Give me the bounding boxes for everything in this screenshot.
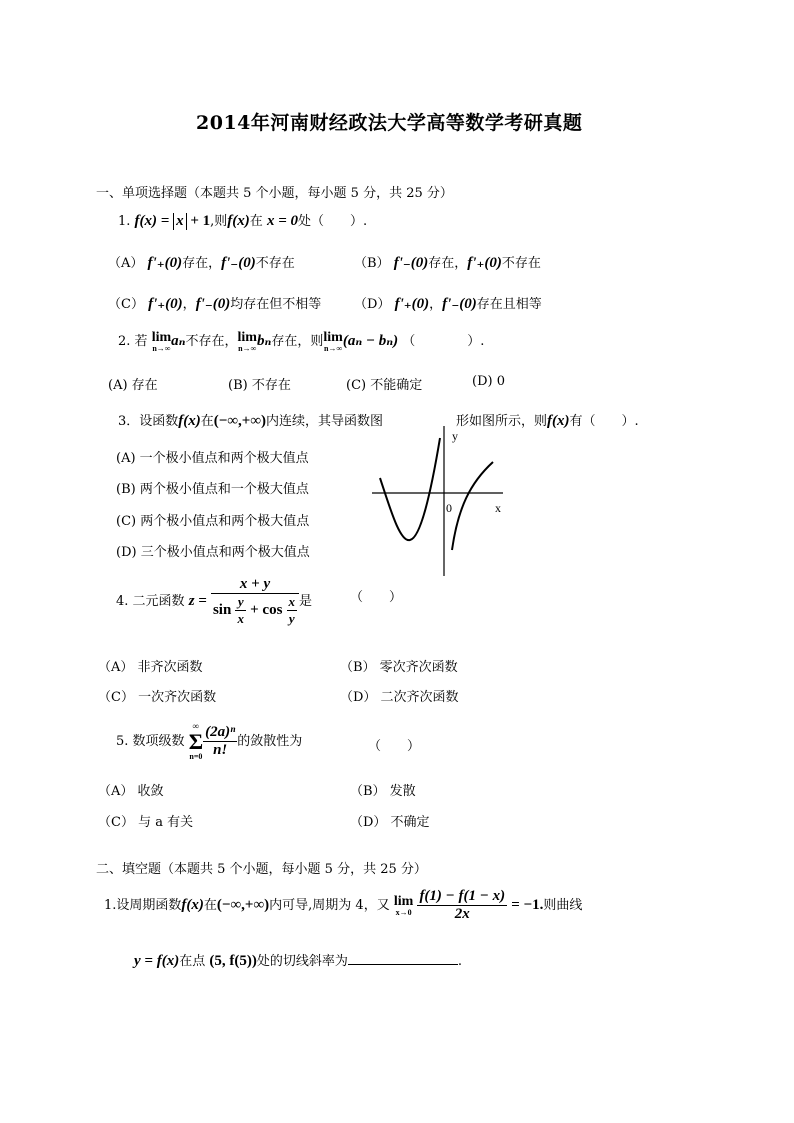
q2-end: （ ）. [402,334,485,349]
q4-sin: sin [212,602,232,618]
q1-d-expr1: f'₊(0) [394,296,430,312]
q3-t3: 有（ ）. [569,414,639,429]
q2-lim-word-3: lim [323,329,343,345]
q2-bn: bₙ [256,333,272,349]
q4-y-over-x [235,594,246,627]
q2-lim-2 [238,331,257,353]
q3-option-a: (A) 一个极小值点和两个极大值点 [116,451,309,466]
q2-option-d: (D) 0 [472,374,505,389]
q3-interval: (−∞,+∞) [213,413,267,429]
s2-q1-lim [394,895,413,917]
q1-c-t1: ， [182,297,196,312]
s2-q1-point: (5, f(5)) [209,953,257,969]
q1-x0: x = 0 [266,213,299,229]
q1-c-expr1: f'₊(0) [148,296,183,312]
s2-q1-t3: 处的切线斜率为 [256,954,348,969]
q1-option-b [354,252,541,272]
s2-q1-t2: 则曲线 [543,898,583,913]
q1-plus-one: + 1 [186,213,211,229]
q1-d-t1: ， [429,297,443,312]
s2-q1-line2 [134,950,462,970]
q2-option-a: (A) 存在 [108,378,158,393]
q2-an: aₙ [171,333,186,349]
q4-z: z = [188,593,207,609]
q4-option-b: （B） 零次齐次函数 [340,660,458,675]
q1-then: ,则 [210,214,228,229]
q5-number: 5. 数项级数 [116,734,185,749]
q1-stem [118,210,367,230]
q4-paren: （ ） [350,590,403,605]
q3-derivative-graph [360,418,520,580]
s2-q1-interval: (−∞,+∞) [216,897,270,913]
s2-q1-t1: 内可导,周期为 4，又 [269,898,390,913]
q2-option-c: (C) 不能确定 [346,378,423,393]
q3-option-c: (C) 两个极小值点和两个极大值点 [116,514,310,529]
q4-x1: x [237,611,244,626]
graph-curve-right [452,462,493,550]
q5-fraction [203,724,237,759]
q5-sum [189,722,203,761]
s2-q1-end: . [457,954,462,969]
s2-q1-denominator: 2x [454,906,470,922]
q1-c-expr2: f'₋(0) [195,296,231,312]
q4-option-d: （D） 二次齐次函数 [340,690,459,705]
q3-in: 在 [200,414,214,429]
q3-t2: 形如图所示，则 [456,414,548,429]
q4-x2: x [288,594,296,609]
q1-fx: f(x) [227,213,250,229]
q4-x-over-y [287,594,298,627]
q1-b-t1: 存在， [428,256,468,271]
q1-d-t2: 存在且相等 [476,297,542,312]
q5-paren: （ ） [368,739,421,754]
s2-q1-in: 在 [203,898,217,913]
q1-at: 在 [249,214,263,229]
q4-end: 是 [299,594,313,609]
s2-q1-line1 [104,888,582,923]
q2-lim-sub-3: n→∞ [324,343,343,353]
q5-option-d: （D） 不确定 [350,815,430,830]
q1-fx-lhs: f(x) = [134,213,174,229]
s2-q1-eq: = −1. [511,897,544,913]
q5-sum-top: ∞ [192,721,200,731]
s2-q1-lim-word: lim [393,893,414,909]
s2-q1-fx: f(x) [181,897,204,913]
q1-c-t2: 均存在但不相等 [230,297,322,312]
q3-fx: f(x) [178,413,201,429]
answer-blank[interactable] [348,952,458,965]
q1-abs-x: x [173,213,187,230]
section2-heading: 二、填空题（本题共 5 个小题，每小题 5 分，共 25 分） [96,862,427,877]
q1-a-expr2: f'₋(0) [221,255,256,271]
q3-t1: 内连续，其导函数图 [266,414,384,429]
q1-a-t1: 存在， [182,256,222,271]
section1-heading: 一、单项选择题（本题共 5 个小题，每小题 5 分，共 25 分） [96,186,453,201]
q1-option-d [354,293,542,313]
q2-lim-3 [323,331,342,353]
q2-lim-word-2: lim [237,329,257,345]
s2-q1-number: 1.设周期函数 [104,898,182,913]
q3-option-b: (B) 两个极小值点和一个极大值点 [116,482,309,497]
q2-lim-sub-2: n→∞ [238,343,257,353]
graph-y-label: y [452,429,458,443]
q1-b-expr1: f'₋(0) [393,255,429,271]
q5-denominator: n! [213,742,228,758]
q2-option-b: (B) 不存在 [228,378,291,393]
q2-expr: (aₙ − bₙ) [342,333,399,349]
q3-option-d: (D) 三个极小值点和两个极大值点 [116,545,310,560]
graph-curve-left [380,438,440,540]
q1-a-label: （A） [108,256,144,271]
q5-option-b: （B） 发散 [350,784,416,799]
q4-denominator [211,594,299,627]
q1-d-expr2: f'₋(0) [442,296,477,312]
q2-number: 2. 若 [118,334,148,349]
q2-lim-word: lim [151,329,172,345]
q1-number: 1. [118,214,131,229]
q2-t2: 存在，则 [271,334,324,349]
q3-stem-part1 [118,410,383,430]
q5-stem [116,722,302,761]
q4-option-c: （C） 一次齐次函数 [98,690,217,705]
q1-option-a [108,252,295,272]
q1-a-expr1: f'₊(0) [147,255,183,271]
q4-y2: y [288,611,295,626]
q4-number: 4. 二元函数 [116,594,185,609]
q5-numerator: (2a)ⁿ [205,724,236,740]
q1-d-label: （D） [354,297,391,312]
q4-stem [116,576,312,627]
s2-q1-curve: y = f(x) [134,953,180,969]
graph-x-label: x [495,501,501,515]
q4-option-a: （A） 非齐次函数 [98,660,203,675]
q3-fx2: f(x) [547,413,570,429]
graph-origin-label: 0 [446,501,452,515]
q2-lim-sub: n→∞ [152,343,171,353]
s2-q1-fraction [417,888,507,923]
q4-cos: + cos [250,602,283,618]
q1-b-expr2: f'₊(0) [467,255,502,271]
q2-lim-1 [152,331,171,353]
s2-q1-lim-sub: x→0 [395,907,412,917]
q2-t1: 不存在， [185,334,238,349]
q3-number: 3．设函数 [118,414,179,429]
q5-end: 的敛散性为 [237,734,303,749]
q1-end: 处（ ）. [298,214,368,229]
q1-a-t2: 不存在 [255,256,295,271]
q1-b-t2: 不存在 [501,256,541,271]
q1-option-c [108,293,321,313]
q4-fraction [211,576,299,627]
q5-sigma: Σ [188,729,204,754]
s2-q1-numerator: f(1) − f(1 − x) [419,888,506,904]
q4-y1: y [235,594,246,611]
q5-option-c: （C） 与 a 有关 [98,815,194,830]
q1-c-label: （C） [108,297,144,312]
q2-stem [118,330,484,353]
q5-sum-bottom: n=0 [189,752,203,761]
page-title: 2014年河南财经政法大学高等数学考研真题 [196,112,583,134]
q1-b-label: （B） [354,256,390,271]
q4-numerator: x + y [211,576,299,594]
s2-q1-at-point: 在点 [179,954,206,969]
q5-option-a: （A） 收敛 [98,784,164,799]
